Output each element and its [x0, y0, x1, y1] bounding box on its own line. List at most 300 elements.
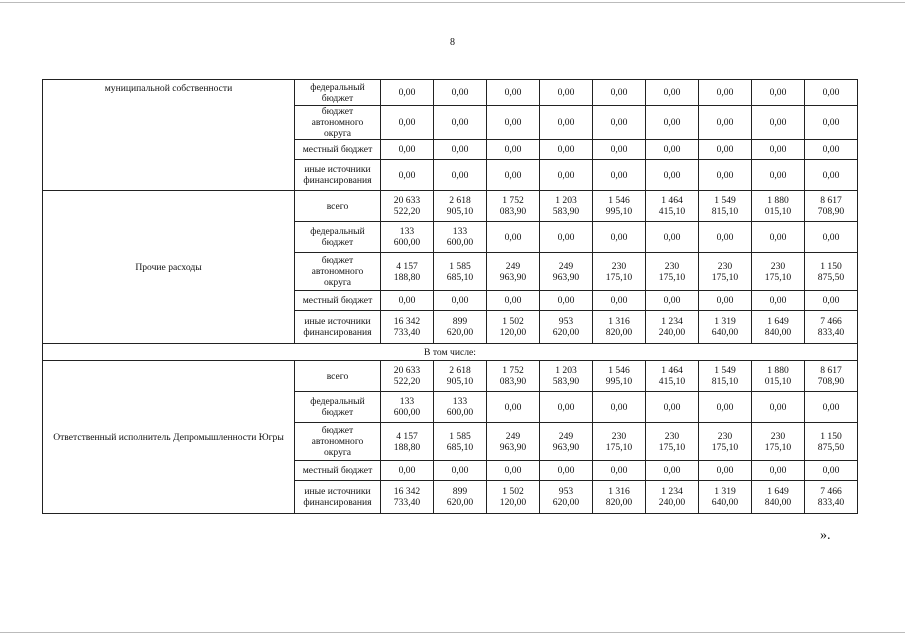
amount-cell: [646, 423, 699, 461]
budget-table: [42, 79, 858, 514]
cell-line: бюджет: [321, 407, 354, 418]
cell-line: 0,00: [769, 465, 787, 476]
cell-line: 0,00: [398, 87, 416, 98]
cell-line: 4 157: [396, 260, 418, 272]
table-body: [43, 80, 858, 514]
expense-name: Прочие расходы: [43, 191, 295, 344]
cell-line: 0,00: [716, 401, 734, 413]
amount-cell: [487, 481, 540, 514]
cell-line: 953: [558, 486, 574, 497]
cell-line: 0,00: [504, 231, 522, 243]
amount-cell: [646, 140, 699, 160]
table-row: [43, 361, 858, 392]
cell-line: 0,00: [769, 144, 787, 155]
cell-line: 415,10: [658, 376, 686, 387]
amount-cell: [487, 106, 540, 140]
amount-cell: [752, 140, 805, 160]
amount-cell: [646, 160, 699, 191]
cell-line: 0,00: [663, 87, 681, 98]
cell-line: 133: [452, 226, 468, 237]
cell-line: 0,00: [822, 169, 840, 181]
cell-line: бюджет: [321, 92, 354, 104]
cell-line: 1 203: [555, 195, 577, 206]
amount-cell: [434, 291, 487, 311]
cell-line: 8 617: [820, 365, 842, 376]
amount-cell: [381, 392, 434, 423]
amount-cell: [540, 140, 593, 160]
cell-line: 0,00: [610, 144, 628, 155]
cell-line: 0,00: [716, 231, 734, 243]
cell-line: 963,90: [552, 271, 580, 283]
amount-cell: [699, 160, 752, 191]
amount-cell: [487, 80, 540, 106]
amount-cell: [699, 291, 752, 311]
cell-line: 1 752: [502, 365, 524, 376]
cell-line: 1 649: [767, 316, 789, 327]
cell-line: 0,00: [557, 231, 575, 243]
cell-line: 0,00: [398, 465, 416, 476]
cell-line: 0,00: [557, 169, 575, 181]
amount-cell: [752, 80, 805, 106]
cell-line: 583,90: [552, 206, 580, 217]
amount-cell: [540, 160, 593, 191]
amount-cell: [805, 191, 858, 222]
amount-cell: [752, 222, 805, 253]
cell-line: 0,00: [822, 295, 840, 306]
amount-cell: [593, 361, 646, 392]
cell-line: 188,80: [393, 271, 421, 283]
cell-line: федеральный: [310, 81, 365, 93]
cell-line: 0,00: [610, 87, 628, 98]
amount-cell: [434, 392, 487, 423]
cell-line: 0,00: [769, 117, 787, 128]
cell-line: 815,10: [711, 376, 739, 387]
cell-line: 620,00: [552, 497, 580, 508]
amount-cell: [646, 311, 699, 344]
amount-cell: [487, 311, 540, 344]
amount-cell: [805, 481, 858, 514]
amount-cell: [540, 481, 593, 514]
cell-line: 995,10: [605, 376, 633, 387]
amount-cell: [752, 461, 805, 481]
amount-cell: [752, 253, 805, 291]
cell-line: 685,10: [446, 271, 474, 283]
cell-line: 620,00: [552, 327, 580, 338]
cell-line: 0,00: [663, 465, 681, 476]
cell-line: 685,10: [446, 441, 474, 453]
amount-cell: [540, 80, 593, 106]
cell-line: 0,00: [769, 169, 787, 181]
cell-line: 133: [399, 396, 415, 407]
cell-line: 600,00: [446, 407, 474, 418]
cell-line: округа: [323, 277, 352, 288]
amount-cell: [699, 461, 752, 481]
cell-line: 1 880: [767, 365, 789, 376]
amount-cell: [752, 423, 805, 461]
cell-line: 0,00: [398, 117, 416, 128]
cell-line: федеральный: [310, 226, 365, 237]
cell-line: 0,00: [716, 144, 734, 155]
amount-cell: [381, 291, 434, 311]
funding-source: [295, 423, 381, 461]
cell-line: 7 466: [820, 316, 842, 327]
amount-cell: [752, 311, 805, 344]
amount-cell: [381, 106, 434, 140]
amount-cell: [487, 291, 540, 311]
cell-line: 0,00: [822, 231, 840, 243]
amount-cell: [593, 423, 646, 461]
cell-line: 0,00: [716, 87, 734, 98]
cell-line: 0,00: [610, 117, 628, 128]
cell-line: 0,00: [822, 87, 840, 98]
cell-line: 175,10: [764, 441, 792, 453]
cell-line: 0,00: [557, 144, 575, 155]
funding-source: [295, 461, 381, 481]
cell-line: 820,00: [605, 497, 633, 508]
cell-line: 20 633: [393, 365, 421, 376]
amount-cell: [540, 311, 593, 344]
cell-line: 249: [505, 260, 521, 272]
cell-line: 0,00: [451, 295, 469, 306]
amount-cell: [434, 481, 487, 514]
cell-line: 0,00: [822, 401, 840, 413]
cell-line: 1 546: [608, 195, 630, 206]
amount-cell: [381, 461, 434, 481]
amount-cell: [699, 253, 752, 291]
cell-line: 083,90: [499, 376, 527, 387]
cell-line: финансирования: [303, 497, 372, 508]
cell-line: 1 649: [767, 486, 789, 497]
section-label: В том числе:: [43, 344, 858, 361]
cell-line: 0,00: [769, 401, 787, 413]
cell-line: 708,90: [817, 206, 845, 217]
amount-cell: [752, 291, 805, 311]
cell-line: 0,00: [822, 465, 840, 476]
amount-cell: [593, 311, 646, 344]
cell-line: 0,00: [663, 295, 681, 306]
cell-line: 1 150: [820, 430, 842, 442]
amount-cell: [381, 481, 434, 514]
cell-line: 133: [452, 396, 468, 407]
cell-line: 620,00: [446, 497, 474, 508]
cell-line: 522,20: [393, 206, 421, 217]
page-number: 8: [450, 37, 455, 48]
cell-line: 899: [452, 486, 468, 497]
amount-cell: [593, 140, 646, 160]
cell-line: 0,00: [557, 465, 575, 476]
amount-cell: [699, 140, 752, 160]
amount-cell: [593, 253, 646, 291]
amount-cell: [593, 160, 646, 191]
cell-line: бюджет: [321, 425, 354, 436]
cell-line: 7 466: [820, 486, 842, 497]
amount-cell: [805, 423, 858, 461]
cell-line: 20 633: [393, 195, 421, 206]
amount-cell: [381, 253, 434, 291]
cell-line: 1 502: [502, 316, 524, 327]
amount-cell: [805, 222, 858, 253]
cell-line: федеральный: [310, 396, 365, 407]
amount-cell: [434, 106, 487, 140]
funding-source: [295, 140, 381, 160]
cell-line: 0,00: [504, 87, 522, 98]
amount-cell: [752, 106, 805, 140]
cell-line: 0,00: [451, 117, 469, 128]
cell-line: 1 316: [608, 486, 630, 497]
amount-cell: [381, 80, 434, 106]
cell-line: 1 234: [661, 316, 683, 327]
cell-line: 840,00: [764, 497, 792, 508]
cell-line: 0,00: [398, 295, 416, 306]
cell-line: 0,00: [663, 144, 681, 155]
funding-source: [295, 222, 381, 253]
cell-line: 1 319: [714, 486, 736, 497]
cell-line: 963,90: [499, 271, 527, 283]
amount-cell: [805, 311, 858, 344]
amount-cell: [646, 361, 699, 392]
cell-line: 1 752: [502, 195, 524, 206]
amount-cell: [805, 160, 858, 191]
expense-name: муниципальной собственности: [43, 80, 295, 191]
amount-cell: [540, 291, 593, 311]
cell-line: 0,00: [716, 117, 734, 128]
cell-line: 249: [505, 430, 521, 442]
cell-line: 0,00: [610, 231, 628, 243]
cell-line: местный бюджет: [302, 144, 373, 155]
cell-line: 0,00: [663, 169, 681, 181]
cell-line: 995,10: [605, 206, 633, 217]
cell-line: 015,10: [764, 376, 792, 387]
closing-quote: ».: [820, 528, 831, 543]
cell-line: 0,00: [716, 169, 734, 181]
cell-line: 230: [664, 430, 680, 442]
amount-cell: [593, 80, 646, 106]
cell-line: 120,00: [499, 327, 527, 338]
cell-line: 0,00: [663, 401, 681, 413]
cell-line: 875,50: [817, 441, 845, 453]
funding-source: [295, 191, 381, 222]
cell-line: 0,00: [451, 465, 469, 476]
amount-cell: [381, 423, 434, 461]
funding-source: [295, 392, 381, 423]
cell-line: 0,00: [663, 117, 681, 128]
amount-cell: [381, 140, 434, 160]
amount-cell: [487, 461, 540, 481]
table-row: [43, 80, 858, 106]
cell-line: 1 316: [608, 316, 630, 327]
cell-line: 0,00: [557, 87, 575, 98]
funding-source: [295, 160, 381, 191]
cell-line: 0,00: [398, 169, 416, 181]
amount-cell: [752, 160, 805, 191]
cell-line: 0,00: [716, 295, 734, 306]
cell-line: 249: [558, 430, 574, 442]
cell-line: 0,00: [451, 87, 469, 98]
amount-cell: [381, 160, 434, 191]
cell-line: 833,40: [817, 327, 845, 338]
table-row: [43, 191, 858, 222]
cell-line: 2 618: [449, 365, 471, 376]
cell-line: 249: [558, 260, 574, 272]
amount-cell: [381, 222, 434, 253]
amount-cell: [434, 191, 487, 222]
cell-line: 1 585: [449, 260, 471, 272]
amount-cell: [646, 392, 699, 423]
cell-line: 16 342: [393, 486, 421, 497]
amount-cell: [699, 222, 752, 253]
amount-cell: [434, 311, 487, 344]
funding-source: [295, 291, 381, 311]
amount-cell: [699, 392, 752, 423]
cell-line: 0,00: [822, 144, 840, 155]
cell-line: 820,00: [605, 327, 633, 338]
cell-line: 415,10: [658, 206, 686, 217]
amount-cell: [487, 361, 540, 392]
scan-top-edge: [0, 2, 905, 3]
cell-line: 0,00: [398, 144, 416, 155]
amount-cell: [805, 140, 858, 160]
cell-line: 708,90: [817, 376, 845, 387]
cell-line: 175,10: [658, 441, 686, 453]
cell-line: всего: [326, 200, 349, 212]
cell-line: автономного: [311, 436, 364, 447]
cell-line: 0,00: [610, 401, 628, 413]
amount-cell: [646, 222, 699, 253]
amount-cell: [487, 191, 540, 222]
cell-line: 230: [611, 260, 627, 272]
amount-cell: [752, 481, 805, 514]
cell-line: 1 502: [502, 486, 524, 497]
amount-cell: [434, 222, 487, 253]
amount-cell: [540, 461, 593, 481]
cell-line: 0,00: [716, 465, 734, 476]
cell-line: 1 546: [608, 365, 630, 376]
amount-cell: [646, 291, 699, 311]
cell-line: 230: [664, 260, 680, 272]
cell-line: 0,00: [822, 117, 840, 128]
cell-line: 230: [770, 430, 786, 442]
cell-line: 522,20: [393, 376, 421, 387]
amount-cell: [646, 191, 699, 222]
amount-cell: [805, 106, 858, 140]
cell-line: 188,80: [393, 441, 421, 453]
amount-cell: [487, 392, 540, 423]
amount-cell: [699, 423, 752, 461]
cell-line: 16 342: [393, 316, 421, 327]
cell-line: 953: [558, 316, 574, 327]
cell-line: 0,00: [610, 169, 628, 181]
cell-line: 0,00: [769, 231, 787, 243]
cell-line: автономного: [311, 117, 364, 128]
cell-line: 0,00: [769, 295, 787, 306]
amount-cell: [646, 461, 699, 481]
funding-source: [295, 80, 381, 106]
cell-line: 640,00: [711, 327, 739, 338]
cell-line: 1 464: [661, 195, 683, 206]
cell-line: 833,40: [817, 497, 845, 508]
cell-line: 1 319: [714, 316, 736, 327]
cell-line: 875,50: [817, 271, 845, 283]
funding-source: [295, 106, 381, 140]
cell-line: 1 549: [714, 195, 736, 206]
cell-line: бюджет: [321, 255, 354, 266]
cell-line: всего: [326, 370, 349, 382]
cell-line: 133: [399, 226, 415, 237]
funding-source: [295, 481, 381, 514]
amount-cell: [593, 461, 646, 481]
amount-cell: [593, 106, 646, 140]
cell-line: 600,00: [393, 237, 421, 248]
funding-source: [295, 361, 381, 392]
cell-line: 905,10: [446, 376, 474, 387]
amount-cell: [434, 160, 487, 191]
amount-cell: [434, 361, 487, 392]
cell-line: 015,10: [764, 206, 792, 217]
cell-line: 640,00: [711, 497, 739, 508]
funding-source: [295, 311, 381, 344]
cell-line: местный бюджет: [302, 465, 373, 476]
amount-cell: [699, 191, 752, 222]
cell-line: 083,90: [499, 206, 527, 217]
amount-cell: [752, 392, 805, 423]
cell-line: 1 585: [449, 430, 471, 442]
cell-line: 230: [611, 430, 627, 442]
cell-line: финансирования: [303, 175, 372, 186]
amount-cell: [487, 423, 540, 461]
cell-line: 8 617: [820, 195, 842, 206]
cell-line: бюджет: [321, 237, 354, 248]
cell-line: 600,00: [393, 407, 421, 418]
amount-cell: [699, 311, 752, 344]
amount-cell: [699, 106, 752, 140]
amount-cell: [381, 311, 434, 344]
cell-line: 0,00: [504, 401, 522, 413]
amount-cell: [646, 80, 699, 106]
funding-source: [295, 253, 381, 291]
amount-cell: [593, 291, 646, 311]
amount-cell: [540, 222, 593, 253]
cell-line: 0,00: [451, 169, 469, 181]
amount-cell: [487, 222, 540, 253]
cell-line: 230: [717, 260, 733, 272]
amount-cell: [540, 253, 593, 291]
amount-cell: [593, 481, 646, 514]
cell-line: 0,00: [663, 231, 681, 243]
cell-line: 0,00: [451, 144, 469, 155]
cell-line: 120,00: [499, 497, 527, 508]
cell-line: 0,00: [610, 465, 628, 476]
amount-cell: [805, 80, 858, 106]
cell-line: округа: [323, 128, 352, 139]
amount-cell: [699, 361, 752, 392]
cell-line: автономного: [311, 266, 364, 277]
cell-line: 1 234: [661, 486, 683, 497]
cell-line: 0,00: [504, 465, 522, 476]
cell-line: 583,90: [552, 376, 580, 387]
amount-cell: [646, 481, 699, 514]
amount-cell: [487, 140, 540, 160]
amount-cell: [699, 80, 752, 106]
amount-cell: [434, 140, 487, 160]
amount-cell: [805, 461, 858, 481]
cell-line: 733,40: [393, 497, 421, 508]
amount-cell: [540, 361, 593, 392]
amount-cell: [434, 253, 487, 291]
cell-line: иные источники: [304, 316, 371, 327]
amount-cell: [540, 191, 593, 222]
cell-line: 815,10: [711, 206, 739, 217]
amount-cell: [752, 191, 805, 222]
